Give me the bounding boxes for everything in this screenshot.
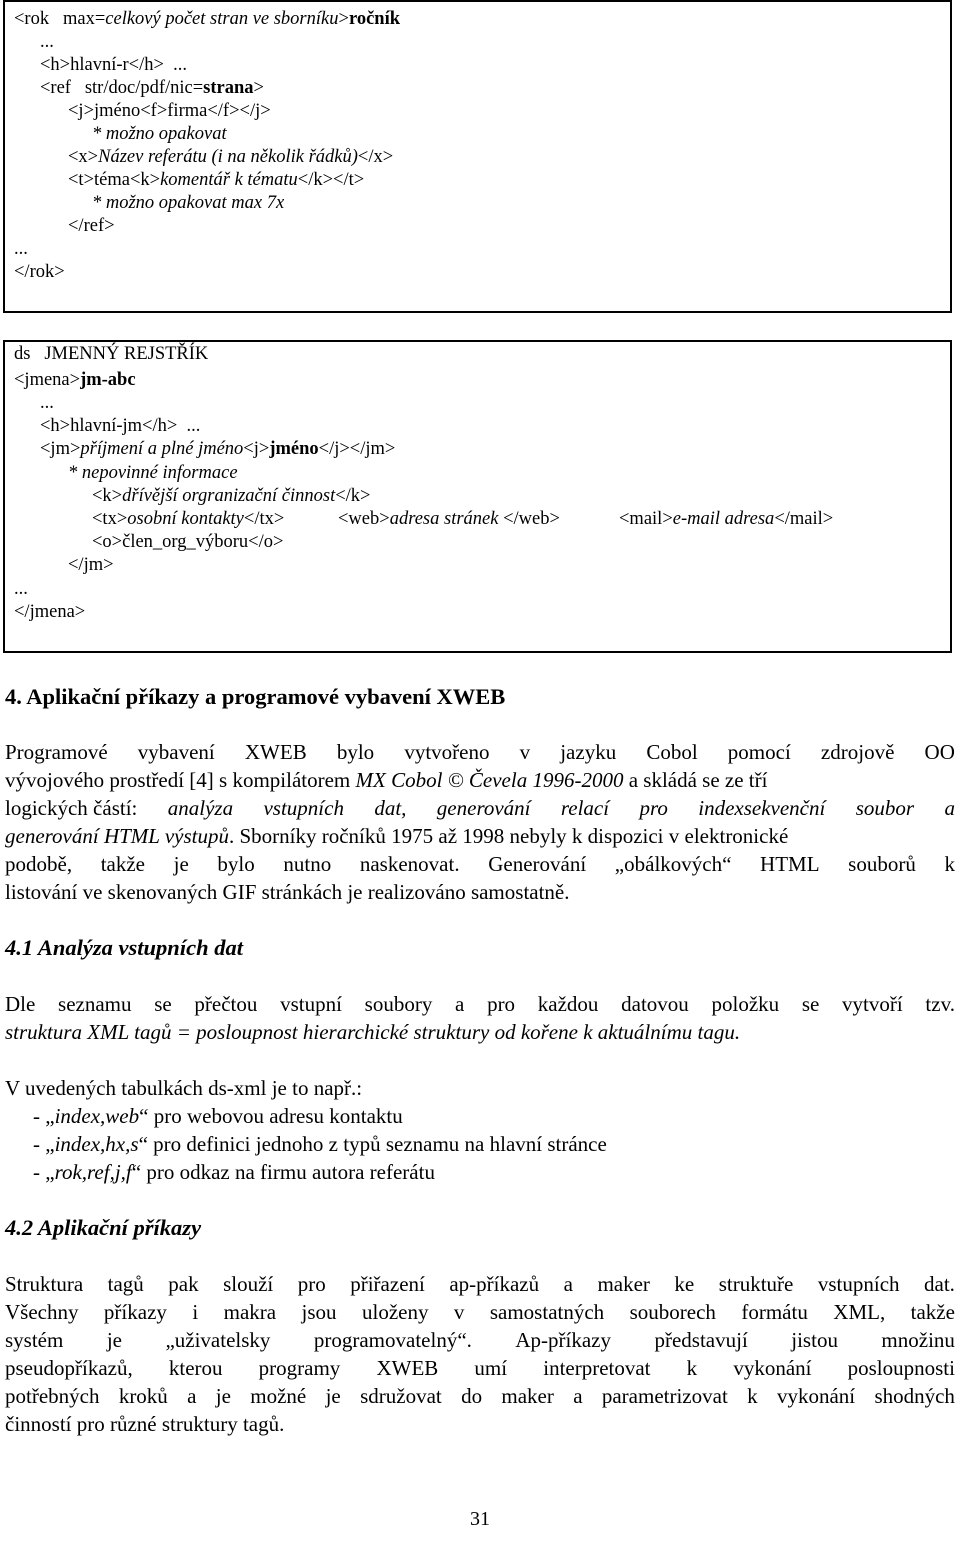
paragraph-line bbox=[5, 1354, 955, 1382]
word: Struktura bbox=[5, 1272, 84, 1296]
word: vstupních bbox=[263, 796, 344, 820]
code-line: <j>jméno<f>firma</f></j> bbox=[68, 101, 271, 121]
word: seznamu bbox=[58, 992, 132, 1016]
word: vstupních bbox=[817, 1272, 900, 1296]
word: „uživatelsky bbox=[165, 1328, 271, 1352]
word: podobě, bbox=[5, 852, 73, 876]
code-line: <rok max=celkový počet stran ve sborníku>ročník bbox=[14, 9, 400, 29]
code-box-rok bbox=[3, 0, 952, 313]
word: generování bbox=[436, 796, 531, 820]
word: XML, bbox=[833, 1300, 886, 1324]
word: programy bbox=[258, 1356, 341, 1380]
word: pro bbox=[487, 992, 516, 1016]
word: dat, bbox=[374, 796, 407, 820]
word: Programové bbox=[5, 740, 108, 764]
paragraph-line bbox=[5, 990, 955, 1018]
code-line: ... bbox=[14, 579, 28, 599]
word: je bbox=[173, 852, 189, 876]
subsection-heading: 4.1 Analýza vstupních dat bbox=[5, 935, 243, 960]
word: k bbox=[686, 1356, 698, 1380]
code-line: * možno opakovat bbox=[92, 124, 227, 144]
word: vykonání bbox=[776, 1384, 856, 1408]
word: Cobol bbox=[646, 740, 698, 764]
word: logických částí: bbox=[5, 796, 138, 820]
word: bylo bbox=[336, 740, 375, 764]
word: Ap-příkazy bbox=[515, 1328, 612, 1352]
word: kroků bbox=[118, 1384, 168, 1408]
word: kterou bbox=[168, 1356, 223, 1380]
word: uloženy bbox=[362, 1300, 429, 1324]
word: příkazy bbox=[103, 1300, 167, 1324]
word: a bbox=[573, 1384, 583, 1408]
list-item: - „index,web“ pro webovou adresu kontaktu bbox=[33, 1104, 403, 1128]
word: zdrojově bbox=[820, 740, 895, 764]
code-line: ... bbox=[40, 393, 54, 413]
word: slouží bbox=[223, 1272, 274, 1296]
code-line: <h>hlavní-jm</h> ... bbox=[40, 416, 201, 436]
word: v bbox=[453, 1300, 465, 1324]
word: makra bbox=[223, 1300, 277, 1324]
word: naskenovat. bbox=[359, 852, 460, 876]
code-line: <h>hlavní-r</h> ... bbox=[40, 55, 188, 75]
word: analýza bbox=[167, 796, 234, 820]
code-line: </rok> bbox=[14, 262, 65, 282]
word: a bbox=[563, 1272, 573, 1296]
word: a bbox=[455, 992, 465, 1016]
word: je bbox=[325, 1384, 341, 1408]
word: tagů bbox=[107, 1272, 144, 1296]
word: ap-příkazů bbox=[449, 1272, 540, 1296]
word: vytvoří bbox=[842, 992, 903, 1016]
page-number: 31 bbox=[470, 1508, 490, 1530]
word: OO bbox=[924, 740, 955, 764]
code-line: <t>téma<k>komentář k tématu</k></t> bbox=[68, 170, 365, 190]
word: sdružovat bbox=[360, 1384, 442, 1408]
word: relací bbox=[560, 796, 610, 820]
list-item: - „index,hx,s“ pro definici jednoho z typů seznamu na hlavní stránce bbox=[33, 1132, 607, 1156]
word: HTML bbox=[760, 852, 820, 876]
word: XWEB bbox=[244, 740, 307, 764]
word: vstupní bbox=[280, 992, 342, 1016]
paragraph-line bbox=[5, 1326, 955, 1354]
word: takže bbox=[910, 1300, 955, 1324]
word: interpretovat bbox=[543, 1356, 651, 1380]
word: a bbox=[187, 1384, 197, 1408]
paragraph-line: generování HTML výstupů. Sborníky ročníků 1975 až 1998 nebyly k dispozici v elektronické bbox=[5, 824, 789, 848]
word: jazyku bbox=[560, 740, 617, 764]
word: soubory bbox=[364, 992, 433, 1016]
word: parametrizovat bbox=[601, 1384, 728, 1408]
code-line: * nepovinné informace bbox=[68, 463, 238, 483]
word: vybavení bbox=[137, 740, 215, 764]
code-line: * možno opakovat max 7x bbox=[92, 193, 285, 213]
section-heading: 4. Aplikační příkazy a programové vybavení XWEB bbox=[5, 684, 506, 709]
word: množinu bbox=[881, 1328, 955, 1352]
word: k bbox=[944, 852, 955, 876]
word: maker bbox=[597, 1272, 650, 1296]
word: vykonání bbox=[733, 1356, 812, 1380]
word: pak bbox=[168, 1272, 199, 1296]
word: jistou bbox=[791, 1328, 838, 1352]
word: programovatelný“. bbox=[313, 1328, 472, 1352]
word: v bbox=[519, 740, 531, 764]
word: do bbox=[461, 1384, 483, 1408]
word: formátu bbox=[741, 1300, 808, 1324]
word: přečtou bbox=[194, 992, 258, 1016]
word: soubor bbox=[855, 796, 915, 820]
word: se bbox=[154, 992, 172, 1016]
word: je bbox=[106, 1328, 122, 1352]
code-line: ... bbox=[14, 239, 28, 259]
paragraph-line bbox=[5, 738, 955, 766]
subsection-heading: 4.2 Aplikační příkazy bbox=[5, 1215, 202, 1240]
word: vytvořeno bbox=[404, 740, 490, 764]
word: struktuře bbox=[718, 1272, 794, 1296]
word: posloupnosti bbox=[847, 1356, 955, 1380]
word: indexsekvenční bbox=[698, 796, 826, 820]
code-line: <x>Název referátu (i na několik řádků)</x> bbox=[68, 147, 394, 167]
word: potřebných bbox=[5, 1384, 100, 1408]
word: XWEB bbox=[376, 1356, 439, 1380]
word: pseudopříkazů, bbox=[5, 1356, 133, 1380]
code-line: <o>člen_org_výboru</o> bbox=[92, 532, 284, 552]
word: tzv. bbox=[925, 992, 955, 1016]
word: systém bbox=[5, 1328, 64, 1352]
code-line: <mail>e-mail adresa</mail> bbox=[619, 509, 834, 529]
code-line: ds JMENNÝ REJSTŘÍK bbox=[14, 344, 209, 364]
paragraph-line bbox=[5, 850, 955, 878]
paragraph-line: listování ve skenovaných GIF stránkách je realizováno samostatně. bbox=[5, 880, 570, 904]
word: ke bbox=[674, 1272, 695, 1296]
word: jsou bbox=[301, 1300, 337, 1324]
word: nutno bbox=[283, 852, 332, 876]
word: shodných bbox=[874, 1384, 955, 1408]
word: samostatných bbox=[489, 1300, 605, 1324]
word: Generování bbox=[488, 852, 587, 876]
list-item: - „rok,ref,j,f“ pro odkaz na firmu autora referátu bbox=[33, 1160, 435, 1184]
word: a bbox=[944, 796, 955, 820]
paragraph-line bbox=[5, 794, 955, 822]
word: pro bbox=[639, 796, 668, 820]
code-line: <ref str/doc/pdf/nic=strana> bbox=[40, 78, 264, 98]
code-line: <web>adresa stránek </web> bbox=[338, 509, 560, 529]
word: souborech bbox=[629, 1300, 716, 1324]
word: bylo bbox=[217, 852, 255, 876]
code-line: <tx>osobní kontakty</tx> bbox=[92, 509, 285, 529]
word: dat. bbox=[924, 1272, 955, 1296]
code-line: </ref> bbox=[68, 216, 115, 236]
paragraph-line: vývojového prostředí [4] s kompilátorem MX Cobol © Čevela 1996-2000 a skládá se ze tří bbox=[5, 768, 768, 792]
code-line: <jm>příjmení a plné jméno<j>jméno</j></jm> bbox=[40, 439, 396, 459]
code-box-jmena bbox=[3, 340, 952, 653]
paragraph-line: V uvedených tabulkách ds-xml je to např.: bbox=[5, 1076, 363, 1100]
word: pro bbox=[297, 1272, 326, 1296]
word: možné bbox=[250, 1384, 307, 1408]
paragraph-line bbox=[5, 1298, 955, 1326]
word: maker bbox=[501, 1384, 554, 1408]
word: Dle bbox=[5, 992, 36, 1016]
paragraph-line bbox=[5, 1382, 955, 1410]
word: „obálkových“ bbox=[614, 852, 732, 876]
word: je bbox=[215, 1384, 231, 1408]
paragraph-line: činností pro různé struktury tagů. bbox=[5, 1412, 285, 1436]
word: položku bbox=[711, 992, 780, 1016]
word: umí bbox=[474, 1356, 508, 1380]
word: přiřazení bbox=[350, 1272, 425, 1296]
word: takže bbox=[100, 852, 145, 876]
code-line: <k>dřívější orgranizační činnost</k> bbox=[92, 486, 371, 506]
code-line: ... bbox=[40, 32, 54, 52]
paragraph-line bbox=[5, 1270, 955, 1298]
code-line: </jm> bbox=[68, 555, 114, 575]
word: Všechny bbox=[5, 1300, 79, 1324]
word: se bbox=[801, 992, 820, 1016]
word: datovou bbox=[621, 992, 689, 1016]
word: představují bbox=[654, 1328, 748, 1352]
word: i bbox=[192, 1300, 199, 1324]
paragraph-line: struktura XML tagů = posloupnost hierarchické struktury od kořene k aktuálnímu tagu. bbox=[5, 1020, 741, 1044]
code-line: <jmena>jm-abc bbox=[14, 370, 136, 390]
word: souborů bbox=[848, 852, 916, 876]
word: pomocí bbox=[727, 740, 791, 764]
word: k bbox=[747, 1384, 758, 1408]
code-line: </jmena> bbox=[14, 602, 86, 622]
word: každou bbox=[537, 992, 599, 1016]
